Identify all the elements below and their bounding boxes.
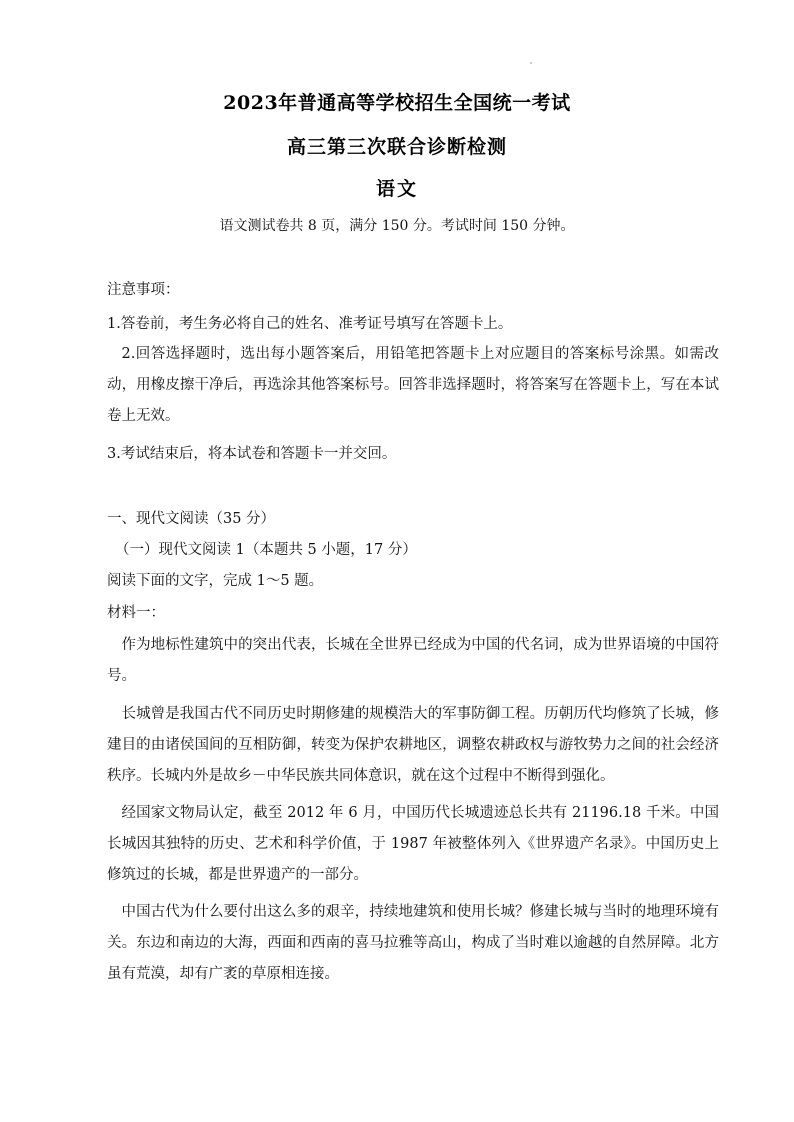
subject-title: 语文 [375,178,418,200]
reading-instruction: 阅读下面的文字，完成 1～5 题。 [107,573,324,589]
section-heading: 一、现代文阅读（35 分） [107,511,276,527]
scan-speck [530,62,532,64]
notice-heading: 注意事项： [107,282,180,298]
passage-paragraph: 经国家文物局认定，截至 2012 年 6 月，中国历代长城遗迹总长共有 21196.18 千米。中国长城因其独特的历史、艺术和科学价值，于 1987 年被整体列入《世界遗产名录》。中国历史上修筑过的长城，都是世界遗产的一部分。 [107,805,719,883]
passage-paragraph: 长城曾是我国古代不同历史时期修建的规模浩大的军事防御工程。历朝历代均修筑了长城，修建目的由诸侯国间的互相防御，转变为保护农耕地区，调整农耕政权与游牧势力之间的社会经济秩序。长城内外是故乡－中华民族共同体意识，就在这个过程中不断得到强化。 [107,706,719,784]
exam-info: 语文测试卷共 8 页，满分 150 分。考试时间 150 分钟。 [219,218,575,234]
notice-item-3: 3.考试结束后，将本试卷和答题卡一并交回。 [107,446,397,462]
exam-title: 2023年普通高等学校招生全国统一考试 [223,92,571,114]
section-subheading: （一）现代文阅读 1（本题共 5 小题，17 分） [115,542,417,558]
exam-subtitle: 高三第三次联合诊断检测 [286,136,507,158]
material-label: 材料一： [107,605,165,621]
passage-paragraph: 中国古代为什么要付出这么多的艰辛，持续地建筑和使用长城？修建长城与当时的地理环境有关。东边和南边的大海，西面和西南的喜马拉雅等高山，构成了当时难以逾越的自然屏障。北方虽有荒漠，却有广袤的草原相连接。 [107,904,719,982]
passage-paragraph: 作为地标性建筑中的突出代表，长城在全世界已经成为中国的代名词，成为世界语境的中国符号。 [107,637,719,684]
notice-item-1: 1.答卷前，考生务必将自己的姓名、准考证号填写在答题卡上。 [107,316,513,332]
notice-item-2: 2.回答选择题时，选出每小题答案后，用铅笔把答题卡上对应题目的答案标号涂黑。如需改动，用橡皮擦干净后，再选涂其他答案标号。回答非选择题时，将答案写在答题卡上，写在本试卷上无效。 [107,346,719,424]
